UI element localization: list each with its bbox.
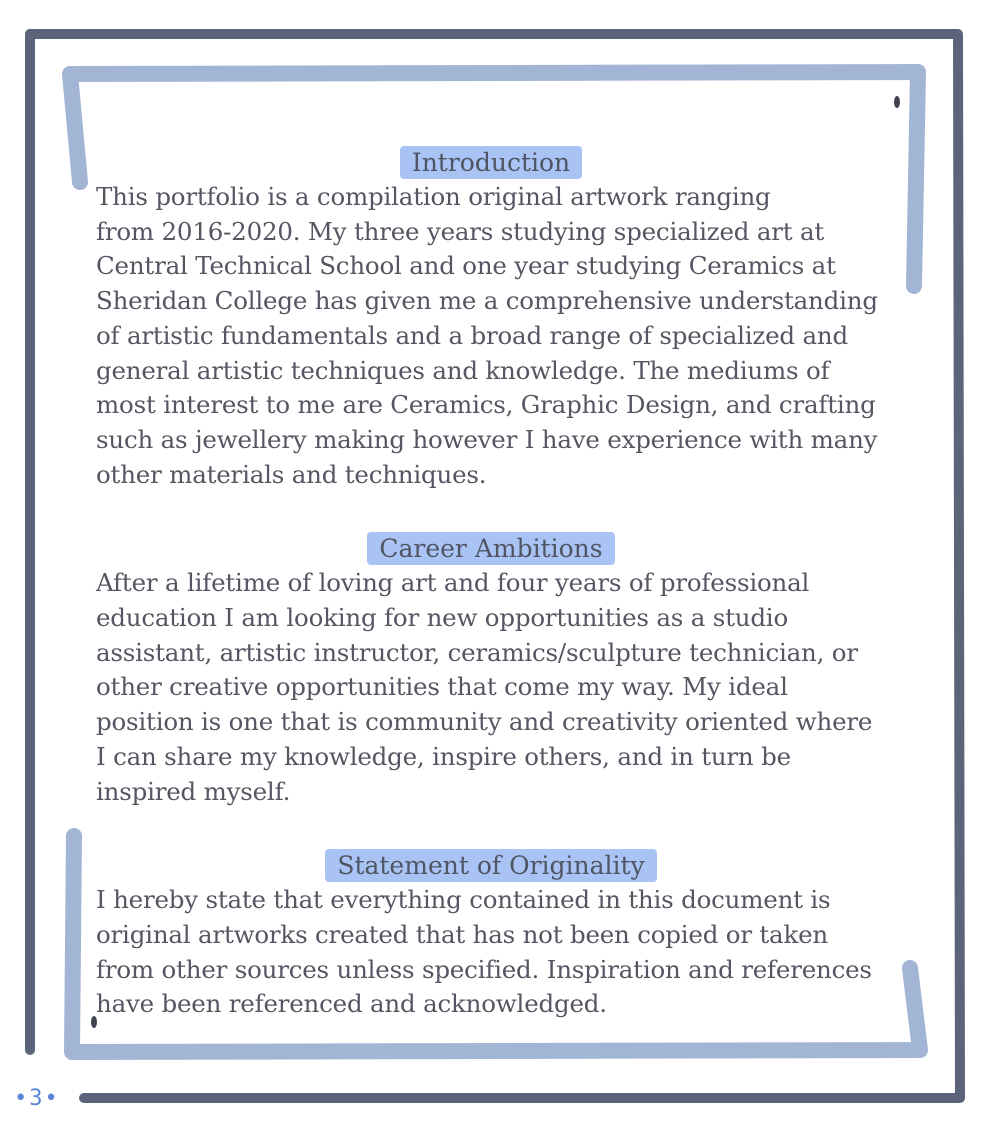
intro-heading-wrap: [96, 146, 886, 180]
page-number: •3•: [14, 1086, 60, 1111]
ink-dot: [894, 96, 900, 108]
originality-paragraph: I hereby state that everything contained in this document is original artworks created that has not been copied or taken from other sources unless specified. Inspiration and references have been referenced and acknowledged.: [96, 885, 872, 1019]
career-paragraph: After a lifetime of loving art and four years of professional education I am looking for new opportunities as a studio assistant, artistic instructor, ceramics/sculpture technician, or other creative opportunities that come my way. My ideal position is one that is community and creativity oriented where I can share my knowledge, inspire others, and in turn be inspired myself.: [96, 568, 873, 806]
career-heading: Career Ambitions: [367, 532, 614, 565]
intro-paragraph: This portfolio is a compilation original artwork ranging from 2016-2020. My three years studying specialized art at Central Technical School and one year studying Ceramics at Sheridan College has given me a comprehensive understanding of artistic fundamentals and a broad range of specialized and general artistic techniques and knowledge. The mediums of most interest to me are Ceramics, Graphic Design, and crafting such as jewellery making however I have experience with many other materials and techniques.: [96, 182, 878, 489]
career-heading-wrap: [96, 532, 886, 566]
intro-heading: Introduction: [400, 146, 582, 179]
originality-heading: Statement of Originality: [325, 849, 656, 882]
originality-heading-wrap: [96, 849, 886, 883]
document-body: [96, 146, 886, 1022]
